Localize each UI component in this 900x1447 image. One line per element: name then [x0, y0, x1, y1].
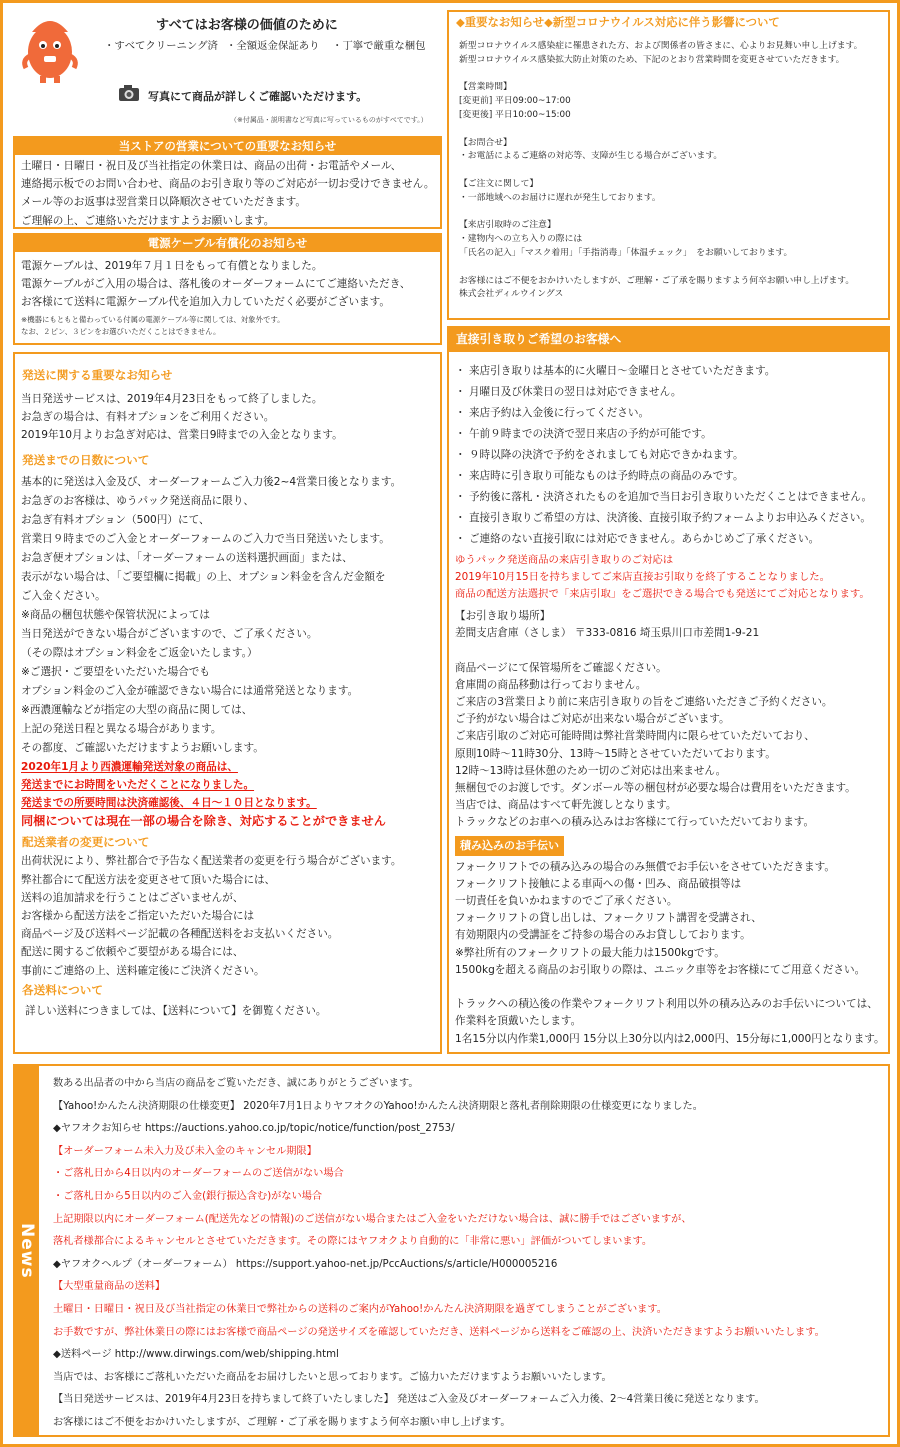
photo-note: （※付属品・説明書など写真に写っているものがすべてです。）: [230, 116, 428, 124]
news-line: ◆ヤフオクヘルプ（オーダーフォーム） https://support.yahoo-net.jp/PccAuctions/s/article/H000005216: [53, 1258, 558, 1270]
news-line: 上記期限以内にオーダーフォーム(配送先などの情報)のご送信がない場合またはご入金をいただけない場合は、誠に勝手ではございますが、: [53, 1213, 692, 1225]
store-notice-line: 土曜日・日曜日・祝日及び当社指定の休業日は、商品の出荷・お電話やメール、: [21, 160, 402, 172]
carrier-change-title: 配送業者の変更について: [22, 835, 150, 850]
shipping-days-line: その都度、ご確認いただけますようお願いします。: [21, 741, 264, 754]
shipping-days-line: ※商品の梱包状態や保管状況によっては: [21, 608, 210, 621]
carrier-change-line: 出荷状況により、弊社都合で予告なく配送業者の変更を行う場合がございます。: [21, 855, 402, 868]
covid-line: [変更後] 平日10:00~15:00: [459, 109, 571, 120]
shipping-red-line: 2020年1月より西濃運輸発送対象の商品は、: [21, 760, 238, 773]
mascot-icon: [18, 12, 84, 84]
cable-notice-line: 電源ケーブルがご入用の場合は、落札後のオーダーフォームにてご連絡いただき、: [21, 278, 411, 291]
shipping-days-line: お急ぎのお客様は、ゆうパック発送商品に限り、: [21, 494, 255, 507]
pickup-bullet: ・ 直接引き取りご希望の方は、決済後、直接引取予約フォームよりお申込みください。: [455, 512, 871, 524]
covid-box: [447, 10, 890, 320]
covid-line: ・一部地域へのお届けに遅れが発生しております。: [459, 192, 661, 203]
pickup-line: 原則10時～11時30分、13時～15時とさせていただいております。: [455, 747, 776, 760]
pickup-bullet: ・ 予約後に落札・決済されたものを追加で当日お引き取りいただくことはできません。: [455, 491, 873, 503]
pickup-line: 無梱包でのお渡しです。ダンボール等の梱包材が必要な場合は費用をいただきます。: [455, 782, 856, 795]
loading-help-line: トラックへの積込後の作業やフォークリフト利用以外の積み込みのお手伝いについては、: [455, 998, 878, 1011]
carrier-change-line: 事前にご連絡の上、送料確定後にご決済ください。: [21, 964, 265, 977]
covid-title: ◆重要なお知らせ◆新型コロナウイルス対応に伴う影響について: [456, 15, 780, 29]
news-line: ◆送料ページ http://www.dirwings.com/web/shipping.html: [53, 1349, 339, 1361]
carrier-change-line: 商品ページ及び送料ページ記載の各種配送料をお支払いください。: [21, 928, 339, 941]
loading-help-title: 積み込みのお手伝い: [455, 836, 564, 856]
covid-line: 新型コロナウイルス感染拡大防止対策のため、下記のとおり営業時間を変更させていただきます。: [459, 54, 845, 65]
pickup-bullet: ・ 来店予約は入金後に行ってください。: [455, 407, 650, 419]
news-line: ◆ヤフオクお知らせ https://auctions.yahoo.co.jp/topic/notice/function/post_2753/: [53, 1123, 455, 1135]
pickup-line: 倉庫間の商品移動は行っておりません。: [455, 678, 647, 691]
pickup-line: ご来店の3営業日より前に来店引き取りの旨をご連絡いただきご予約ください。: [455, 696, 833, 709]
cable-notice-line: 電源ケーブルは、2019年７月１日をもって有償となりました。: [21, 260, 323, 272]
loading-help-line: 1名15分以内作業1,000円 15分以上30分以内は2,000円、15分毎に1,000円となります。: [455, 1032, 885, 1045]
covid-line: 「氏名の記入」「マスク着用」「手指消毒」「体温チェック」 をお願いしております。: [459, 247, 793, 258]
covid-line: [変更前] 平日09:00~17:00: [459, 96, 571, 107]
shipping-days-line: 上記の発送日程と異なる場合があります。: [21, 722, 222, 735]
news-label-bar: [15, 1066, 39, 1435]
shipping-days-line: 表示がない場合は、「ご要望欄に掲載」の上、オプション料金を含んだ金額を: [21, 570, 386, 583]
shipping-days-line: 当日発送ができない場合がございますので、ご了承ください。: [21, 627, 318, 640]
covid-line: お客様にはご不便をおかけいたしますが、ご理解・ご了承を賜りますよう何卒お願い申し上げます。: [459, 275, 855, 286]
news-line: 【Yahoo!かんたん決済期限の仕様変更】 2020年7月1日よりヤフオクのYahoo!かんたん決済期限と落札者削除期限の仕様変更になりました。: [53, 1100, 703, 1112]
intro-point-3: ・丁寧で厳重な梱包: [332, 40, 426, 52]
store-notice-line: メール等のお返事は翌営業日以降順次させていただきます。: [21, 196, 306, 209]
pickup-line: ご予約がない場合はご対応が出来ない場合がございます。: [455, 713, 730, 726]
carrier-change-line: 配送に関するご依頼やご要望がある場合には、: [21, 946, 244, 959]
shipping-box: [13, 352, 442, 1054]
pickup-line: [449, 642, 888, 659]
shipping-days-line: 営業日９時までのご入金とオーダーフォームのご入力で当日発送いたします。: [21, 532, 390, 545]
shipping-days-line: （その際はオプション料金をご返金いたします。）: [21, 646, 258, 659]
store-notice-box: [13, 136, 442, 229]
carrier-change-line: 送料の追加請求を行うことはございませんが、: [21, 891, 244, 904]
shipping-line: お急ぎの場合は、有料オプションをご利用ください。: [21, 411, 275, 424]
pickup-bullet: ・ 午前９時までの決済で翌日来店の予約が可能です。: [455, 428, 712, 440]
shipping-days-line: ※ご選択・ご要望をいただいた場合でも: [21, 665, 210, 678]
shipping-title: 発送に関する重要なお知らせ: [22, 368, 173, 382]
pickup-bullet: ・ ９時以降の決済で予約をされましても対応できかねます。: [455, 449, 744, 461]
loading-help-line: フォークリフトでの積み込みの場合のみ無償でお手伝いをさせていただきます。: [455, 860, 835, 873]
shipping-line: 当日発送サービスは、2019年4月23日をもって終了しました。: [21, 393, 323, 405]
loading-help-line: ※弊社所有のフォークリフトの最大能力は1500kgです。: [455, 946, 725, 959]
photo-text: 写真にて商品が詳しくご確認いただけます。: [148, 90, 368, 103]
pickup-line: 商品ページにて保管場所をご確認ください。: [455, 661, 667, 674]
shipping-red-line: 発送までの所要時間は決済確認後、４日～１０日となります。: [21, 797, 317, 810]
news-line: 【当日発送サービスは、2019年4月23日を持ちまして終了いたしました】 発送はご入金及びオーダーフォームご入力後、2～4営業日後に発送となります。: [53, 1394, 765, 1406]
news-line: 落札者様都合によるキャンセルとさせていただきます。その際にはヤフオクより自動的に「非常に悪い」評価がついてしまいます。: [53, 1236, 653, 1248]
loading-help-line: 一切責任を負いかねますのでご了承ください。: [455, 895, 678, 908]
pickup-bullet: ・ 来店時に引き取り可能なものは予約時点の商品のみです。: [455, 470, 744, 482]
covid-line: [449, 261, 888, 275]
loading-help-line: 有効期限内の受講証をご持参の場合のみお貸ししております。: [455, 929, 751, 942]
covid-line: 【来店引取時のご注意】: [459, 220, 556, 231]
intro-point-1: ・すべてクリーニング済: [104, 40, 218, 52]
intro-title: すべてはお客様の価値のために: [156, 18, 338, 33]
news-label: News: [17, 1222, 37, 1279]
pickup-title: 直接引き取りご希望のお客様へ: [449, 328, 888, 352]
shipping-days-line: お急ぎ有料オプション（500円）にて、: [21, 513, 210, 526]
covid-line: 【営業時間】: [459, 82, 512, 93]
covid-line: ・建物内への立ち入りの際には: [459, 234, 583, 245]
pickup-bullet: ・ 月曜日及び休業日の翌日は対応できません。: [455, 386, 682, 398]
loading-help-line: 1500kgを超える商品のお引取りの際は、ユニック車等をお客様にてご用意ください。: [455, 963, 866, 976]
pickup-red-line: 2019年10月15日を持ちましてご来店直接お引取りを終了することなりました。: [455, 571, 830, 583]
news-line: 当店では、お客様にご落札いただいた商品をお届けしたいと思っております。ご協力いただけますようお願いいたします。: [53, 1371, 612, 1383]
carrier-change-line: お客様から配送方法をご指定いただいた場合には: [21, 910, 255, 923]
cable-notice-box: [13, 233, 442, 345]
news-line: 土曜日・日曜日・祝日及び当社指定の休業日で弊社からの送料のご案内がYahoo!かんたん決済期限を過ぎてしまうことがございます。: [53, 1303, 667, 1315]
store-notice-title: 当ストアの営業についての重要なお知らせ: [15, 138, 440, 155]
loading-help-line: フォークリフト接触による車両への傷・凹み、商品破損等は: [455, 877, 742, 890]
news-line: お客様にはご不便をおかけいたしますが、ご理解・ご了承を賜りますよう何卒お願い申し上げます。: [53, 1416, 511, 1428]
pickup-bullet: ・ ご連絡のない直接引取には対応できません。あらかじめご了承ください。: [455, 533, 820, 545]
shipping-days-line: お急ぎ便オプションは、「オーダーフォームの送料選択画面」または、: [21, 551, 353, 564]
loading-help-line: フォークリフトの貸し出しは、フォークリフト講習を受講され、: [455, 912, 762, 925]
cable-notice-small: なお、２ピン、３ピンをお選びいただくことはできません。: [21, 326, 221, 336]
covid-line: 新型コロナウイルス感染症に罹患された方、および関係者の皆さまに、心よりお見舞い申し上げます。: [459, 41, 863, 51]
news-line: 【大型重量商品の送料】: [53, 1281, 166, 1293]
covid-line: [449, 206, 888, 220]
store-notice-line: 連絡掲示板でのお問い合わせ、商品のお引き取り等のご対応が一切お受けできません。: [21, 178, 435, 191]
shipping-days-line: 基本的に発送は入金及び、オーダーフォームご入力後2~4営業日後となります。: [21, 475, 402, 488]
news-line: 数ある出品者の中から当店の商品をご覧いただき、誠にありがとうございます。: [53, 1078, 419, 1089]
shipping-days-line: オプション料金のご入金が確認できない場合には通常発送となります。: [21, 684, 359, 697]
cable-notice-small: ※機器にもともと備わっている付属の電源ケーブル等に関しては、対象外です。: [21, 314, 285, 324]
covid-line: ・お電話によるご連絡の対応等、支障が生じる場合がございます。: [459, 151, 723, 162]
news-line: 【オーダーフォーム未入力及び未入金のキャンセル期限】: [53, 1145, 317, 1157]
pickup-line: 12時～13時は昼休憩のため一切のご対応は出来ません。: [455, 764, 727, 777]
news-line: お手数ですが、弊社休業日の際にはお客様で商品ページの発送サイズを確認していただき、送料ページから送料をご確認の上、決済いただきますようお願いいたします。: [53, 1326, 825, 1338]
news-line: ・ご落札日から5日以内のご入金(銀行振込含む)がない場合: [53, 1190, 323, 1202]
pickup-line: 当店では、商品はすべて軒先渡しとなります。: [455, 799, 677, 812]
pickup-line: ご来店引取のご対応可能時間は弊社営業時間内に限らせていただいており、: [455, 730, 815, 743]
covid-line: [449, 68, 888, 82]
covid-line: [449, 123, 888, 137]
covid-line: 【ご注文に関して】: [459, 178, 539, 189]
shipping-red-line: 発送までにお時間をいただくことになりました。: [21, 778, 255, 791]
pickup-bullet: ・ 来店引き取りは基本的に火曜日～金曜日とさせていただきます。: [455, 365, 776, 377]
loading-help-line: [449, 979, 888, 996]
cable-notice-title: 電源ケーブル有償化のお知らせ: [15, 235, 440, 252]
intro-point-2: ・全額返金保証あり: [226, 40, 320, 52]
camera-icon: [118, 84, 140, 102]
store-notice-line: ご理解の上、ご連絡いただけますようお願いします。: [21, 214, 275, 227]
pickup-line: 差間支店倉庫（さしま） 〒333-0816 埼玉県川口市差間1-9-21: [455, 627, 760, 640]
shipping-fee-title: 各送料について: [22, 982, 103, 997]
covid-line: 株式会社ディルウイングス: [459, 289, 564, 300]
shipping-days-line: ※西濃運輸などが指定の大型の商品に関しては、: [21, 703, 253, 716]
pickup-line: 【お引き取り場所】: [455, 610, 551, 622]
carrier-change-line: 弊社都合にて配送方法を変更させて頂いた場合には、: [21, 873, 276, 886]
covid-line: [449, 164, 888, 178]
shipping-line: 2019年10月よりお急ぎ対応は、営業日9時までの入金となります。: [21, 429, 343, 442]
pickup-line: トラックなどのお車への積み込みはお客様にて行っていただいております。: [455, 816, 815, 829]
pickup-box: [447, 326, 890, 1054]
shipping-days-title: 発送までの日数について: [22, 452, 150, 467]
news-box: [13, 1064, 890, 1437]
shipping-days-line: ご入金ください。: [21, 589, 106, 602]
pickup-red-line: ゆうパック発送商品の来店引き取りのご対応は: [455, 554, 674, 566]
loading-help-line: 作業料を頂戴いたします。: [455, 1015, 582, 1028]
shipping-fee-line: 詳しい送料につきましては、【送料について】を御覧ください。: [25, 1004, 327, 1017]
pickup-red-line: 商品の配送方法選択で「来店引取」をご選択できる場合でも発送にてご対応となります。: [455, 588, 870, 600]
intro-section: [14, 8, 442, 132]
covid-line: 【お問合せ】: [459, 137, 512, 148]
cable-notice-line: お客様にて送料に電源ケーブル代を追加入力していただく必要がございます。: [21, 296, 390, 309]
news-line: ・ご落札日から4日以内のオーダーフォームのご送信がない場合: [53, 1168, 344, 1180]
shipping-red-big: 同梱については現在一部の場合を除き、対応することができません: [21, 814, 386, 829]
